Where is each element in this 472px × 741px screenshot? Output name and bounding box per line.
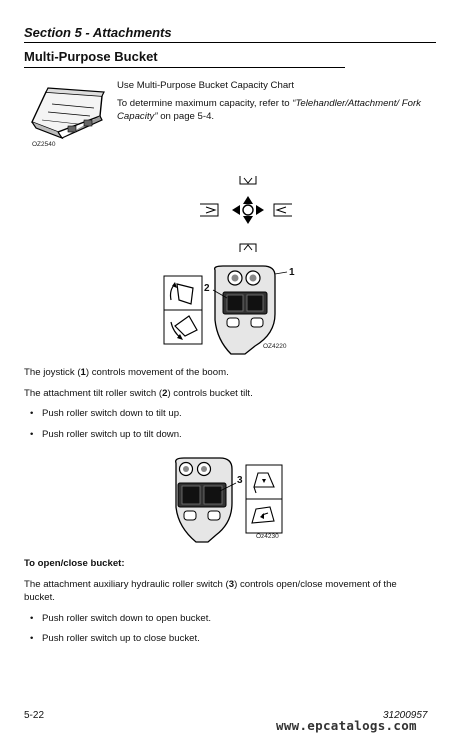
header-rule — [24, 42, 436, 43]
joystick-description-b: ) controls movement of the boom. — [85, 367, 229, 378]
aux-bullet-1: Push roller switch down to open bucket. — [42, 613, 212, 624]
aux-description-a: The attachment auxiliary hydraulic roller switch ( — [24, 579, 229, 590]
aux-hydraulic-drawing — [170, 457, 284, 543]
joystick-description-a: The joystick ( — [24, 367, 81, 378]
joystick-callout-2: 2 — [204, 283, 210, 294]
section-title: Section 5 - Attachments — [24, 25, 172, 40]
bucket-drawing — [28, 86, 108, 142]
tilt-description — [24, 387, 253, 400]
aux-bullet-2: Push roller switch up to close bucket. — [42, 633, 200, 644]
aux-number: 3 — [228, 579, 235, 590]
capacity-reference — [117, 97, 437, 123]
aux-figure-label: Oz4230 — [256, 533, 279, 540]
document-number: 31200957 — [383, 710, 428, 721]
joystick-figure-label: OZ4220 — [263, 343, 287, 350]
capacity-reference-suffix: on page 5-4. — [157, 111, 215, 122]
list-item — [30, 407, 182, 420]
bullet-icon: • — [30, 613, 34, 624]
tilt-description-b: ) controls bucket tilt. — [167, 388, 253, 399]
tilt-number: 2 — [162, 388, 168, 399]
chart-instruction: Use Multi-Purpose Bucket Capacity Chart — [117, 80, 295, 91]
capacity-reference-link[interactable]: “Telehandler/Attachment/ Fork Capacity” — [117, 98, 421, 122]
page-number: 5-22 — [24, 710, 45, 721]
bullet-icon: • — [30, 429, 34, 440]
aux-callout-3: 3 — [237, 475, 243, 486]
watermark-link[interactable]: www.epcatalogs.com — [276, 718, 417, 733]
tilt-description-a: The attachment tilt roller switch ( — [24, 388, 163, 399]
joystick-number: 1 — [80, 367, 86, 378]
aux-description-b: ) controls open/close movement of the — [234, 579, 397, 590]
tilt-bullet-1: Push roller switch down to tilt up. — [42, 408, 182, 419]
bullet-icon: • — [30, 408, 34, 419]
bullet-icon: • — [30, 633, 34, 644]
bucket-figure-label: OZ2540 — [32, 141, 56, 148]
aux-description — [24, 578, 444, 604]
heading-rule — [24, 67, 345, 68]
list-item — [30, 428, 182, 441]
capacity-reference-prefix: To determine maximum capacity, refer to — [117, 98, 293, 109]
joystick-description — [24, 366, 229, 379]
aux-description-line2: bucket. — [24, 592, 55, 603]
tilt-bullet-2: Push roller switch up to tilt down. — [42, 429, 182, 440]
page-heading: Multi-Purpose Bucket — [24, 49, 158, 64]
list-item — [30, 612, 211, 625]
list-item — [30, 632, 200, 645]
joystick-callout-1: 1 — [289, 267, 295, 278]
direction-arrows-icon — [198, 174, 294, 254]
open-close-subheading: To open/close bucket: — [24, 558, 125, 569]
